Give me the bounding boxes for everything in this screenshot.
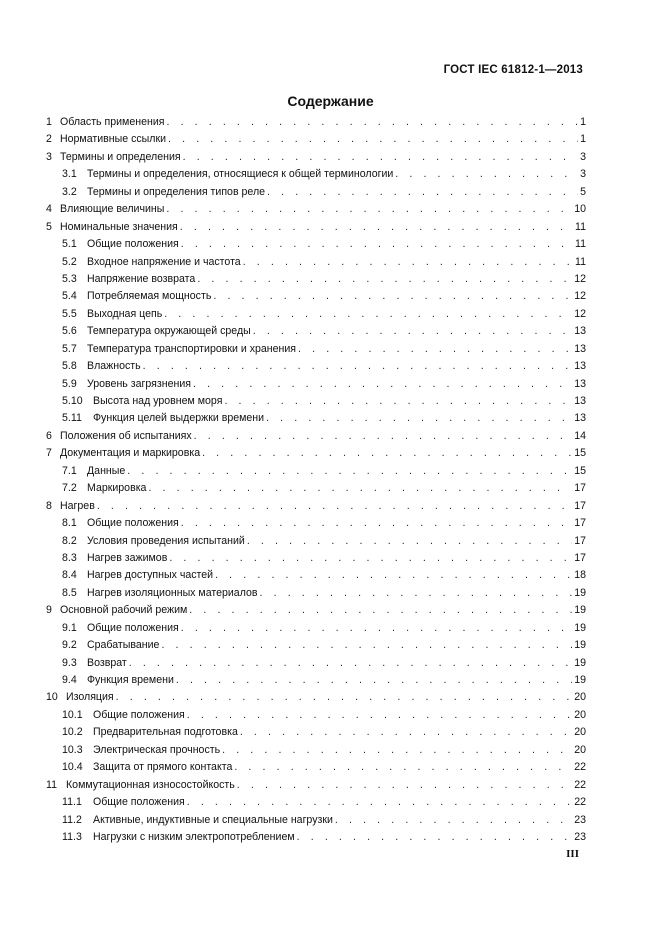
toc-entry-title: Температура транспортировки и хранения [87,342,297,355]
toc-entry[interactable] [46,463,586,480]
toc-entry-number: 10.3 [62,743,83,756]
toc-entry-page: 23 [574,830,586,843]
toc-entry-page: 20 [574,743,586,756]
toc-entry-page: 22 [574,761,586,774]
toc-dot-leader [237,777,572,794]
toc-dot-leader [197,271,572,288]
toc-dot-leader [193,376,572,393]
toc-entry[interactable] [46,829,586,846]
toc-entry[interactable] [46,236,586,253]
toc-entry[interactable] [46,515,586,532]
toc-entry[interactable] [46,376,586,393]
toc-entry-page: 1 [580,133,586,146]
toc-entry-page: 17 [574,534,586,547]
toc-entry[interactable] [46,742,586,759]
toc-entry-page: 22 [574,796,586,809]
toc-entry-number: 8.3 [62,551,77,564]
toc-entry[interactable] [46,149,586,166]
toc-entry-page: 12 [574,272,586,285]
toc-dot-leader [240,724,572,741]
toc-entry-title: Условия проведения испытаний [87,534,245,547]
toc-entry[interactable] [46,184,586,201]
toc-entry-number: 10 [46,691,58,704]
toc-dot-leader [181,620,572,637]
toc-entry-title: Потребляемая мощность [87,290,212,303]
toc-dot-leader [222,742,572,759]
toc-entry[interactable] [46,533,586,550]
toc-entry-page: 11 [575,255,586,268]
toc-entry-title: Изоляция [66,691,114,704]
toc-entry-title: Нагрузки с низким электропотреблением [93,830,295,843]
toc-dot-leader [164,306,572,323]
toc-entry[interactable] [46,131,586,148]
toc-entry-page: 10 [574,203,586,216]
toc-entry[interactable] [46,323,586,340]
toc-dot-leader [213,288,572,305]
toc-entry-title: Влажность [87,360,141,373]
toc-entry-number: 5.1 [62,238,77,251]
toc-entry-title: Область применения [60,116,165,128]
toc-dot-leader [161,637,572,654]
toc-entry[interactable] [46,410,586,427]
toc-entry-title: Защита от прямого контакта [93,761,233,774]
toc-entry-page: 13 [574,395,586,407]
toc-entry-number: 11.3 [62,830,82,843]
toc-entry[interactable] [46,254,586,271]
toc-entry-page: 14 [574,429,586,442]
toc-entry[interactable] [46,219,586,236]
toc-entry-page: 19 [574,674,586,686]
toc-entry-number: 9 [46,604,52,617]
toc-entry-title: Предварительная подготовка [93,726,238,739]
toc-entry-number: 5.2 [62,255,77,268]
toc-entry-number: 11 [46,778,57,791]
toc-entry-number: 5.6 [62,325,77,338]
document-code-header: ГОСТ IEC 61812-1—2013 [443,64,583,76]
toc-entry-number: 9.2 [62,639,77,652]
toc-entry-page: 17 [574,517,586,530]
toc-entry[interactable] [46,759,586,776]
toc-dot-leader [166,201,572,218]
toc-dot-leader [97,498,572,515]
toc-dot-leader [187,794,572,811]
toc-entry-page: 5 [580,185,586,198]
toc-entry[interactable] [46,288,586,305]
toc-entry-title: Нагрев доступных частей [87,569,214,582]
toc-entry-title: Срабатывание [87,639,160,652]
toc-entry-number: 7 [46,447,52,460]
toc-entry[interactable] [46,166,586,183]
toc-dot-leader [183,149,578,166]
toc-entry[interactable] [46,812,586,829]
toc-entry-title: Документация и маркировка [60,447,201,460]
toc-entry-title: Функция целей выдержки времени [93,412,265,425]
toc-entry-number: 5.8 [62,360,77,373]
toc-entry-number: 10.1 [62,708,83,721]
toc-entry-page: 17 [574,499,586,512]
toc-entry[interactable] [46,428,586,445]
toc-entry[interactable] [46,480,586,497]
toc-entry[interactable] [46,707,586,724]
toc-entry[interactable] [46,550,586,567]
toc-entry-title: Нормативные ссылки [60,133,167,146]
toc-dot-leader [298,341,572,358]
toc-dot-leader [215,567,572,584]
toc-entry-number: 10.4 [62,761,83,774]
toc-entry[interactable] [46,794,586,811]
toc-entry-number: 8.1 [62,517,77,530]
toc-entry-number: 4 [46,203,52,216]
toc-entry-page: 17 [574,482,586,495]
toc-dot-leader [168,131,578,148]
toc-entry-title: Общие положения [93,796,185,809]
toc-entry-page: 11 [575,220,586,233]
toc-entry-title: Термины и определения [60,150,181,163]
toc-entry-number: 10.2 [62,726,83,739]
toc-entry-page: 20 [574,691,586,704]
toc-dot-leader [127,463,572,480]
toc-entry[interactable] [46,271,586,288]
table-of-contents [46,114,586,846]
toc-dot-leader [243,254,573,271]
toc-entry[interactable] [46,672,586,689]
toc-entry-page: 17 [574,551,586,564]
toc-entry-page: 19 [574,656,586,669]
toc-entry-page: 12 [574,290,586,303]
toc-entry-title: Термины и определения, относящиеся к общей терминологии [87,168,394,181]
toc-dot-leader [202,445,572,462]
toc-entry-number: 11.1 [62,796,82,809]
toc-entry-title: Маркировка [87,482,147,495]
toc-entry-page: 3 [580,150,586,163]
toc-entry-page: 22 [574,778,586,791]
toc-dot-leader [176,672,572,689]
toc-dot-leader [189,602,572,619]
toc-entry-title: Номинальные значения [60,220,178,233]
toc-entry-page: 13 [574,412,586,425]
toc-entry[interactable] [46,689,586,706]
toc-dot-leader [187,707,572,724]
toc-entry-page: 13 [574,360,586,373]
toc-entry-number: 7.1 [62,464,77,477]
toc-entry-number: 9.1 [62,621,77,634]
toc-dot-leader [129,655,572,672]
toc-entry-page: 19 [574,621,586,634]
toc-entry-number: 6 [46,429,52,442]
toc-entry-title: Уровень загрязнения [87,377,191,390]
toc-entry[interactable] [46,585,586,602]
toc-dot-leader [180,219,573,236]
toc-entry-page: 19 [574,604,586,617]
toc-entry-number: 3 [46,150,52,163]
toc-entry-title: Выходная цепь [87,307,163,320]
toc-entry-title: Данные [87,464,126,477]
toc-entry-number: 8.5 [62,586,77,599]
toc-entry-page: 23 [574,813,586,826]
toc-entry-number: 9.3 [62,656,77,669]
toc-entry-number: 8 [46,499,52,512]
toc-dot-leader [267,184,578,201]
toc-entry[interactable] [46,114,586,131]
toc-dot-leader [148,480,572,497]
toc-entry-number: 9.4 [62,674,77,686]
toc-entry-number: 11.2 [62,813,82,826]
toc-dot-leader [181,515,572,532]
toc-entry-title: Возврат [87,656,127,669]
toc-entry-page: 15 [574,464,586,477]
toc-dot-leader [335,812,572,829]
toc-entry-number: 5.10 [62,395,83,407]
toc-entry[interactable] [46,620,586,637]
toc-dot-leader [116,689,573,706]
toc-entry-page: 13 [574,377,586,390]
toc-entry-number: 5.4 [62,290,77,303]
toc-entry-number: 5.7 [62,342,77,355]
toc-entry-page: 19 [574,639,586,652]
toc-entry[interactable] [46,201,586,218]
toc-entry-number: 8.4 [62,569,77,582]
toc-entry-number: 2 [46,133,52,146]
toc-entry-title: Основной рабочий режим [60,604,188,617]
toc-entry-title: Общие положения [93,708,185,721]
toc-entry-title: Влияющие величины [60,203,165,216]
toc-entry-number: 8.2 [62,534,77,547]
toc-entry[interactable] [46,724,586,741]
toc-entry-title: Высота над уровнем моря [93,395,223,407]
toc-entry-number: 5.5 [62,307,77,320]
toc-entry[interactable] [46,655,586,672]
toc-entry-number: 5.9 [62,377,77,390]
toc-entry-page: 20 [574,726,586,739]
toc-dot-leader [143,358,573,375]
toc-entry[interactable] [46,637,586,654]
toc-entry-page: 11 [575,238,586,251]
toc-entry-number: 5.11 [62,412,82,425]
toc-entry-page: 12 [574,307,586,320]
toc-dot-leader [253,323,572,340]
toc-entry-title: Общие положения [87,621,179,634]
toc-entry-title: Общие положения [87,238,179,251]
toc-entry-title: Напряжение возврата [87,272,196,285]
toc-dot-leader [266,410,572,427]
toc-entry-title: Положения об испытаниях [60,429,192,442]
toc-entry[interactable] [46,306,586,323]
toc-entry-page: 20 [574,708,586,721]
toc-entry-page: 3 [580,168,586,181]
toc-entry[interactable] [46,341,586,358]
toc-entry[interactable] [46,602,586,619]
toc-entry-number: 5.3 [62,272,77,285]
toc-entry-number: 7.2 [62,482,77,495]
toc-entry[interactable] [46,498,586,515]
toc-entry-title: Функция времени [87,674,174,686]
toc-entry-page: 19 [574,586,586,599]
toc-dot-leader [181,236,573,253]
toc-entry-number: 1 [46,116,52,128]
toc-entry-title: Нагрев зажимов [87,551,168,564]
toc-entry-title: Термины и определения типов реле [87,185,266,198]
toc-entry-page: 13 [574,342,586,355]
toc-entry-title: Входное напряжение и частота [87,255,241,268]
toc-entry-title: Нагрев [60,499,95,512]
toc-entry-title: Коммутационная износостойкость [66,778,235,791]
toc-dot-leader [260,585,573,602]
toc-entry-title: Активные, индуктивные и специальные нагрузки [93,813,333,826]
toc-entry-number: 3.1 [62,168,77,181]
page-number: III [566,848,579,860]
toc-entry-page: 15 [574,447,586,460]
toc-entry[interactable] [46,777,586,794]
toc-entry[interactable] [46,445,586,462]
toc-entry[interactable] [46,358,586,375]
toc-entry-title: Электрическая прочность [93,743,221,756]
toc-dot-leader [194,428,573,445]
toc-entry-number: 5 [46,220,52,233]
toc-dot-leader [224,393,572,410]
toc-dot-leader [297,829,573,846]
toc-dot-leader [395,166,578,183]
toc-entry[interactable] [46,567,586,584]
toc-dot-leader [169,550,572,567]
toc-dot-leader [247,533,572,550]
toc-entry-page: 1 [580,116,586,128]
toc-entry-number: 3.2 [62,185,77,198]
toc-entry-title: Общие положения [87,517,179,530]
toc-entry[interactable] [46,393,586,410]
toc-entry-page: 18 [574,569,586,582]
toc-entry-title: Нагрев изоляционных материалов [87,586,258,599]
toc-dot-leader [166,114,578,131]
toc-title: Содержание [287,93,374,109]
toc-entry-page: 13 [574,325,586,338]
toc-dot-leader [234,759,572,776]
toc-entry-title: Температура окружающей среды [87,325,251,338]
